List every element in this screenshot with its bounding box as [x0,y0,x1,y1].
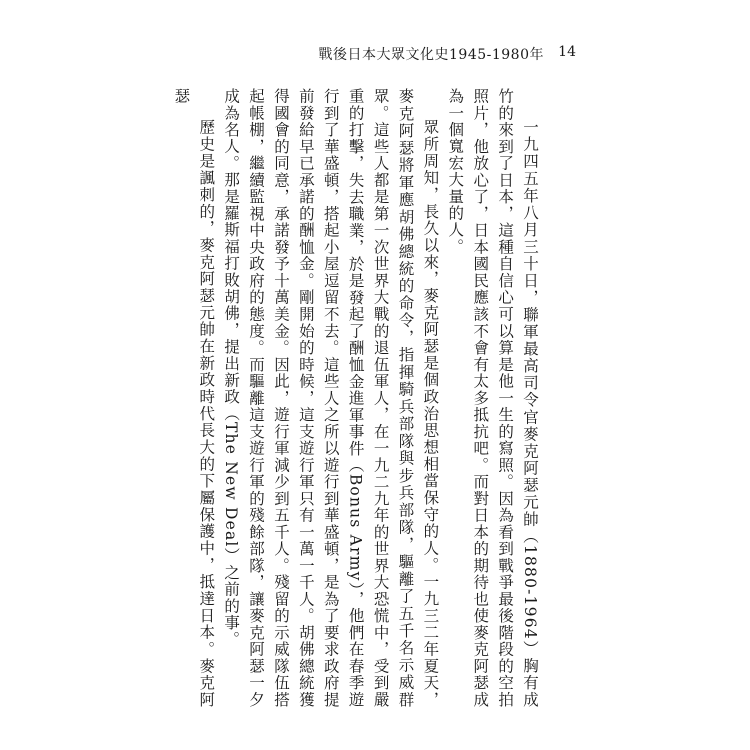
paragraph: 一九四五年八月三十日，聯軍最高司令官麥克阿瑟元帥（1880-1964）胸有成竹的來到了日本，這種自信心可以算是他一生的寫照。因為看到戰爭最後階段的空拍照片，他放心了，日本國民應該不會有太多抵抗吧。而對日本的期待也使麥克阿瑟成為一個寬宏大量的人。 [446,88,539,708]
page-number: 14 [558,44,576,60]
running-header [0,44,750,64]
book-title: 戰後日本大眾文化史1945-1980年 [318,47,544,63]
paragraph: 歷史是諷刺的，麥克阿瑟元帥在新政時代長大的下屬保護中，抵達日本。麥克阿瑟 [172,88,216,708]
body-text [172,88,542,708]
paragraph: 眾所周知，長久以來，麥克阿瑟是個政治思想相當保守的人。一九三二年夏天，麥克阿瑟將軍應胡佛總統的命令，指揮騎兵部隊與步兵部隊，驅離了五千名示威群眾。這些人都是第一次世界大戰的退伍軍人，在一九二九年的世界大恐慌中，受到嚴重的打擊，失去職業，於是發起了酬恤金進軍事件（Bonus Army），他們在春季遊行到了華盛頓，搭起小屋逗留不去。這些人之所以遊行到華盛頓，是為了要求政府提前發給早已承諾的酬恤金。剛開始的時候，這支遊行軍只有一萬一千人。胡佛總統獲得國會的同意，承諾發予十萬美金。因此，遊行軍減少到五千人。殘留的示威隊伍搭起帳棚，繼續監視中央政府的態度。而驅離這支遊行軍的殘餘部隊，讓麥克阿瑟一夕成為名人。那是羅斯福打敗胡佛，提出新政（The New Deal）之前的事。 [222,88,440,708]
